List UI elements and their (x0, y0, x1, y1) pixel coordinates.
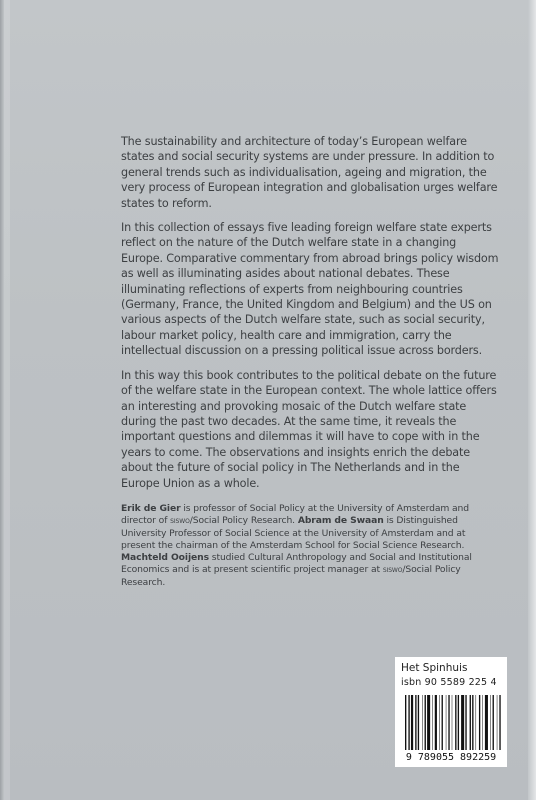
barcode-bar (490, 695, 491, 750)
barcode-image (405, 695, 501, 750)
bio-text: /Social Policy Research. (121, 564, 461, 588)
barcode-bar (446, 695, 447, 750)
barcode-bar (470, 695, 471, 750)
barcode-bar (418, 695, 419, 750)
barcode-bar (485, 695, 488, 750)
barcode-bar (411, 695, 413, 750)
barcode-bar (432, 695, 433, 750)
siswo-abbrev: siswo (170, 515, 190, 527)
siswo-abbrev: siswo (382, 564, 403, 576)
barcode-bar (405, 695, 406, 750)
publisher-name: Het Spinhuis (401, 662, 468, 674)
barcode-bar (452, 695, 453, 750)
barcode-bar (427, 695, 430, 750)
barcode-bar (461, 695, 464, 750)
barcode-bar (439, 695, 440, 750)
spine-edge (4, 0, 10, 800)
blurb-paragraph-3: In this way this book contributes to the political debate on the future of the welfare state in the European context. The whole lattice offers an interesting and provoking mosaic of the Dutch welfare state during the past two decades. At the same time, it reveals the important questions and dilemmas it will have to cope with in the years to come. The observations and insights enrich the debate about the future of social policy in The Netherlands and in the Europe Union as a whole. (121, 368, 497, 490)
barcode-bar (479, 695, 480, 750)
barcode-bar (497, 695, 498, 750)
bio-text: is professor of Social Policy at the University of Amsterdam and director of (121, 503, 470, 527)
author-bio (121, 503, 499, 589)
barcode-bar (422, 695, 423, 750)
bio-text: is Distinguished University Professor of Social Science at the University of Amsterdam and at present the chairman of the Amsterdam School for Social Science Research. (121, 515, 466, 551)
isbn-label (395, 657, 507, 767)
barcode-bar (482, 695, 483, 750)
barcode-bar (465, 695, 466, 750)
barcode-bar (435, 695, 437, 750)
barcode-bar (455, 695, 456, 750)
bio-text: /Social Policy Research. (189, 515, 298, 527)
barcode-bar (472, 695, 473, 750)
barcode-bar (499, 695, 500, 750)
blurb-text (121, 134, 499, 500)
barcode-bar (458, 695, 459, 750)
barcode-bar (476, 695, 477, 750)
barcode-bar (493, 695, 494, 750)
author-name-de-swaan: Abram de Swaan (297, 515, 384, 527)
barcode-bar (442, 695, 443, 750)
barcode-bar (448, 695, 449, 750)
blurb-paragraph-1: The sustainability and architecture of today’s European welfare states and social security systems are under pressure. In addition to general trends such as individualisation, ageing and migration, the very process of European integration and globalisation urges welfare states to reform. (121, 135, 498, 210)
bio-text: studied Cultural Anthropology and Social and Institutional Economics and is at present scientific project manager at (121, 552, 472, 576)
barcode-bar (425, 695, 426, 750)
barcode-digits: 9 789055 892259 (405, 752, 497, 763)
blurb-paragraph-2: In this collection of essays five leading foreign welfare state experts reflect on the nature of the Dutch welfare state in a changing Europe. Comparative commentary from abroad brings policy wisdom as well as illuminating asides about national debates. These illuminating reflections of experts from neighbouring countries (Germany, France, the United Kingdom and Belgium) and the US on various aspects of the Dutch welfare state, such as social security, labour market policy, health care and immigration, carry the intellectual discussion on a pressing political issue across borders. (121, 221, 499, 358)
barcode-bar (408, 695, 409, 750)
author-name-de-gier: Erik de Gier (121, 503, 181, 514)
isbn-number: isbn 90 5589 225 4 (401, 677, 497, 688)
barcode-bar (415, 695, 416, 750)
author-name-ooijens: Machteld Ooijens (121, 552, 209, 564)
